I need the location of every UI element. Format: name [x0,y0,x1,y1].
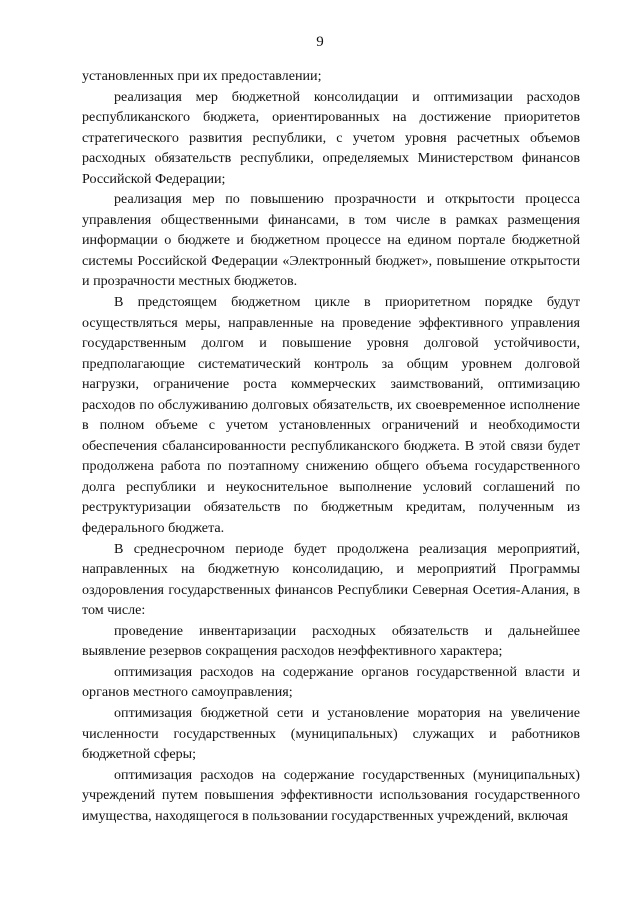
paragraph: В среднесрочном периоде будет продолжена реализация мероприятий, направленных на бюджетную консолидацию, и мероприятий Программы оздоровления государственных финансов Республики Северная Осетия-Алания, в том числе: [82,540,580,619]
page-number: 9 [316,34,324,50]
paragraph-continuation: установленных при их предоставлении; [82,68,322,84]
list-item-paragraph: проведение инвентаризации расходных обязательств и дальнейшее выявление резервов сокращения расходов неэффективного характера; [82,622,580,660]
paragraph: реализация мер по повышению прозрачности и открытости процесса управления общественными финансами, в том числе в рамках размещения информации о бюджете и бюджетном процессе на едином портале бюджетной системы Российской Федерации «Электронный бюджет», повышение открытости и прозрачности местных бюджетов. [82,191,580,290]
list-item-paragraph: оптимизация бюджетной сети и установление моратория на увеличение численности государственных (муниципальных) служащих и работников бюджетной сферы; [82,704,580,763]
document-body [82,66,580,826]
list-item-paragraph: оптимизация расходов на содержание государственных (муниципальных) учреждений путем повышения эффективности использования государственного имущества, находящегося в пользовании государственных учреждений, включая [82,766,580,824]
paragraph: реализация мер бюджетной консолидации и оптимизации расходов республиканского бюджета, ориентированных на достижение приоритетов стратегического развития республики, с учетом уровня расчетных объемов расходных обязательств республики, определяемых Министерством финансов Российской Федерации; [82,88,580,187]
list-item-paragraph: оптимизация расходов на содержание органов государственной власти и органов местного самоуправления; [82,663,580,701]
paragraph: В предстоящем бюджетном цикле в приоритетном порядке будут осуществляться меры, направленные на проведение эффективного управления государственным долгом и повышение уровня долговой устойчивости, предполагающие систематический контроль за общим уровнем долговой нагрузки, ограничение роста коммерческих заимствований, оптимизацию расходов по обслуживанию долговых обязательств, их своевременное исполнение в полном объеме с учетом установленных ограничений и необходимости обеспечения сбалансированности республиканского бюджета. В этой связи будет продолжена работа по поэтапному снижению общего объема государственного долга республики и неукоснительное выполнение условий соглашений по реструктуризации обязательств по бюджетным кредитам, полученным из федерального бюджета. [82,294,580,537]
